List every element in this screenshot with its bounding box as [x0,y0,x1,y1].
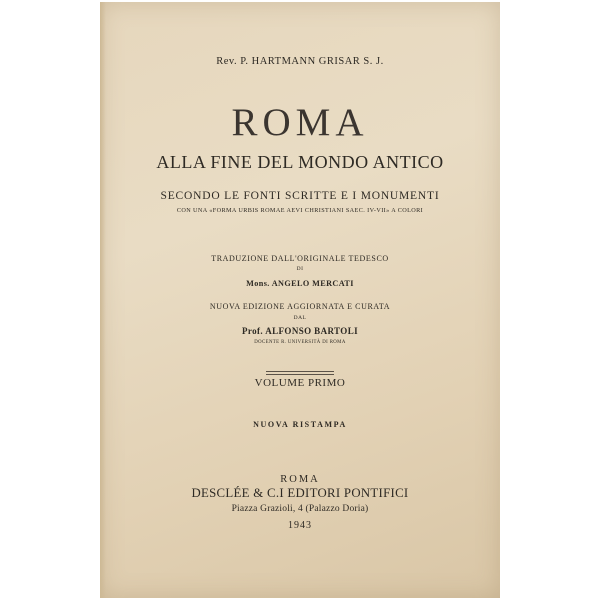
divider-rule-top [266,371,334,372]
book-title: ROMA [231,101,369,144]
author: Rev. P. HARTMANN GRISAR S. J. [216,56,384,67]
publisher-city: ROMA [280,474,320,485]
divider-rule-bottom [266,374,334,375]
publication-year: 1943 [288,520,312,531]
reprint-label: NUOVA RISTAMPA [253,420,347,429]
editor-name: Prof. ALFONSO BARTOLI [241,326,359,336]
book-subtitle: ALLA FINE DEL MONDO ANTICO [156,152,444,172]
publisher-address: Piazza Grazioli, 4 (Palazzo Doria) [231,504,369,514]
sources-line: SECONDO LE FONTI SCRITTE E I MONUMENTI [160,190,440,202]
volume-label: VOLUME PRIMO [254,377,346,389]
publisher-name: DESCLÉE & C.I EDITORI PONTIFICI [191,486,409,500]
translator-prefix: DI [296,266,304,272]
map-line: CON UNA «FORMA URBIS ROMAE AEVI CHRISTIANI SAEC. IV-VII» A COLORI [176,207,424,214]
translation-line: TRADUZIONE DALL'ORIGINALE TEDESCO [211,254,389,263]
editor-prefix: DAL [293,315,307,321]
edition-line: NUOVA EDIZIONE AGGIORNATA E CURATA [209,302,391,311]
book-cover [100,2,500,598]
translator-name: Mons. ANGELO MERCATI [246,279,354,288]
editor-role: DOCENTE R. UNIVERSITÀ DI ROMA [254,340,346,345]
